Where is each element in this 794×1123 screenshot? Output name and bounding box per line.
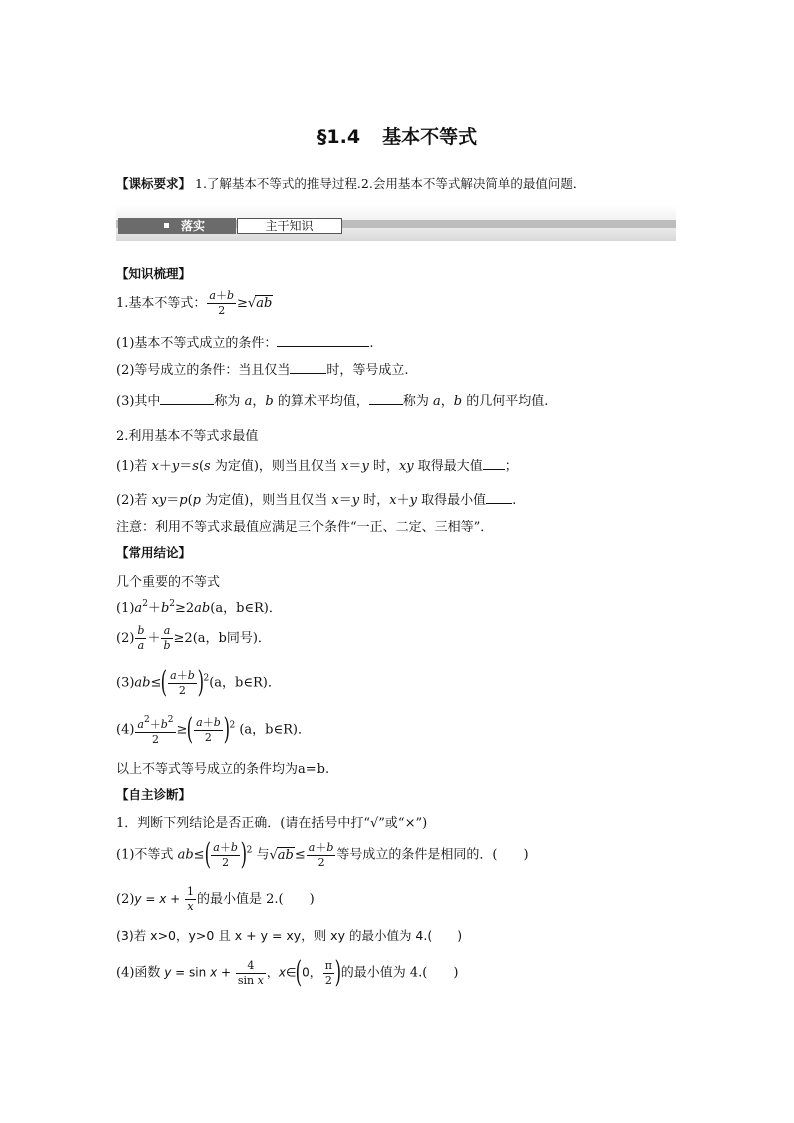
banner-light-tab: 主干知识 bbox=[237, 218, 342, 234]
q1-text-b: 与 bbox=[256, 847, 270, 863]
fraction-a-plus-b-over-2: $\frac{a+b}{2}$ bbox=[196, 715, 221, 744]
q4-text-b: 的最小值为 4.( ) bbox=[340, 965, 459, 981]
answer-blank[interactable] bbox=[277, 334, 369, 347]
knowledge-note: 注意：利用不等式求最值应满足三个条件“一正、二定、三相等”． bbox=[116, 520, 494, 535]
fraction-a-plus-b-over-2: $\frac{a+b}{2}$ bbox=[170, 668, 195, 697]
conclusion-3-tail: (a，b∈R)． bbox=[209, 675, 281, 691]
item2-2-text-a: (2)若 bbox=[116, 493, 148, 508]
item1-1-text: (1)基本不等式成立的条件： bbox=[116, 336, 278, 351]
fraction-a-plus-b-over-2: $\frac{a+b}{2}$ bbox=[213, 840, 238, 869]
fraction-a-plus-b-over-2: $\frac{a+b}{2}$ bbox=[308, 840, 334, 869]
knowledge-item-2-2: (2)若 xy＝p(p 为定值)，则当且仅当 x＝y 时，x＋y 取得最小值 . bbox=[116, 493, 517, 508]
conclusion-2: (2) $\frac{b}{a}$ ＋ $\frac{a}{b}$ ≥2(a，b同号)． bbox=[116, 624, 271, 652]
fraction-a2-plus-b2-over-2: $\frac{a^2+b^2}{2}$ bbox=[137, 715, 174, 746]
conclusion-4: (4) $\frac{a^2+b^2}{2}$ ≥( $\frac{a+b}{2}$ )$^2$ (a，b∈R)． bbox=[116, 712, 311, 747]
knowledge-item-1-1: (1)基本不等式成立的条件： . bbox=[116, 336, 374, 351]
knowledge-item-1: 1.基本不等式： $\frac{a+b}{2}$ ≥√ab bbox=[116, 289, 273, 317]
item1-3-text-d: 称为 bbox=[402, 394, 429, 409]
section-number: §1.4 bbox=[316, 126, 361, 148]
banner-dark-label: 落实 bbox=[181, 219, 206, 233]
fraction-a-over-b: $\frac{a}{b}$ bbox=[163, 624, 171, 652]
item1-label: 1.基本不等式： bbox=[116, 296, 207, 311]
conclusion-4-tail: (a，b∈R)． bbox=[239, 722, 311, 738]
conclusions-intro: 几个重要的不等式 bbox=[116, 575, 221, 590]
answer-blank[interactable] bbox=[369, 392, 403, 405]
diagnosis-question-intro: 1．判断下列结论是否正确．(请在括号中打“√”或“×”) bbox=[116, 816, 428, 831]
knowledge-item-1-3: (3)其中 称为 a，b 的算术平均值， 称为 a，b 的几何平均值. bbox=[116, 394, 549, 409]
conclusions-heading: 【常用结论】 bbox=[116, 545, 192, 560]
item2-2-text-c: 时， bbox=[363, 493, 390, 508]
conclusion-2-tail: ≥2(a，b同号)． bbox=[173, 631, 271, 646]
answer-blank[interactable] bbox=[486, 491, 512, 504]
diagnosis-item-1: (1)不等式 ab≤( $\frac{a+b}{2}$ )$^2$ 与√ab≤ $\frac{a+b}{2}$ 等号成立的条件是相同的．( ) bbox=[116, 837, 529, 872]
diagnosis-item-2: (2)y = x + $\frac{1}{x}$ 的最小值是 2.( ) bbox=[116, 885, 315, 913]
q4-text-a: (4)函数 bbox=[116, 965, 161, 981]
conclusion-1-tail: (a，b∈R)． bbox=[210, 601, 282, 616]
item1-3-text-e: 的几何平均值. bbox=[466, 394, 549, 409]
item1-3-text-b: 称为 bbox=[214, 394, 241, 409]
answer-blank[interactable] bbox=[483, 457, 505, 470]
diagnosis-item-4: (4)函数 y = sin x + $\frac{4}{\text{sin x}}$ ，x∈(0， $\frac{\pi}{2}$ )的最小值为 4.( ) bbox=[116, 955, 459, 990]
item2-1-text-c: 时， bbox=[372, 459, 399, 474]
knowledge-item-1-2 bbox=[116, 359, 409, 378]
q1-text-a: (1)不等式 bbox=[116, 847, 174, 863]
requirements-text: 1.了解基本不等式的推导过程.2.会用基本不等式解决简单的最值问题． bbox=[195, 176, 586, 191]
item2-1-text-b: 为定值)，则当且仅当 bbox=[214, 459, 337, 474]
knowledge-item-2-heading: 2.利用基本不等式求最值 bbox=[116, 429, 259, 444]
q2-tail: 的最小值是 2.( ) bbox=[197, 892, 315, 907]
item1-3-text-c: 的算术平均值， bbox=[277, 394, 369, 409]
section-banner bbox=[116, 205, 676, 241]
fraction-a-plus-b-over-2: $\frac{a+b}{2}$ bbox=[209, 289, 235, 317]
item1-2-text-a: (2)等号成立的条件：当且仅当 bbox=[116, 363, 291, 378]
fraction-1-over-x: $\frac{1}{x}$ bbox=[187, 885, 195, 913]
section-name: 基本不等式 bbox=[382, 126, 478, 148]
item1-2-text-b: 时，等号成立. bbox=[326, 363, 409, 378]
fraction-4-over-sinx: $\frac{4}{\text{sin x}}$ bbox=[237, 958, 264, 987]
fraction-pi-over-2: $\frac{\pi}{2}$ bbox=[324, 958, 332, 987]
banner-dark-tab bbox=[118, 218, 236, 234]
knowledge-item-2-1: (1)若 x＋y＝s(s 为定值)，则当且仅当 x＝y 时，xy 取得最大值 ； bbox=[116, 459, 518, 474]
page-title bbox=[0, 122, 794, 149]
course-requirements bbox=[116, 174, 585, 192]
conclusion-1: $(1)a^2+b^2\ge 2ab(a$，b∈R)． bbox=[116, 599, 282, 616]
fraction-b-over-a: $\frac{b}{a}$ bbox=[137, 624, 145, 652]
conclusion-3: (3)ab≤( $\frac{a+b}{2}$ )$^2$(a，b∈R)． bbox=[116, 665, 281, 700]
diagnosis-heading: 【自主诊断】 bbox=[116, 787, 192, 802]
answer-blank[interactable] bbox=[160, 392, 214, 405]
diagnosis-item-3: (3)若 x>0，y>0 且 x + y = xy，则 xy 的最小值为 4.( ) bbox=[116, 928, 463, 943]
conclusions-final: 以上不等式等号成立的条件均为a=b. bbox=[116, 762, 330, 777]
item1-3-text-a: (3)其中 bbox=[116, 394, 161, 409]
item2-2-text-b: 为定值)，则当且仅当 bbox=[205, 493, 328, 508]
item2-2-text-d: 取得最小值 bbox=[421, 493, 487, 508]
requirements-label: 【课标要求】 bbox=[116, 176, 192, 191]
knowledge-heading: 【知识梳理】 bbox=[116, 266, 192, 281]
q1-text-c: 等号成立的条件是相同的．( ) bbox=[336, 847, 529, 863]
item2-1-text-d: 取得最大值 bbox=[417, 459, 483, 474]
square-bullet-icon bbox=[164, 223, 169, 228]
item2-1-text-a: (1)若 bbox=[116, 459, 148, 474]
answer-blank[interactable] bbox=[290, 361, 326, 374]
